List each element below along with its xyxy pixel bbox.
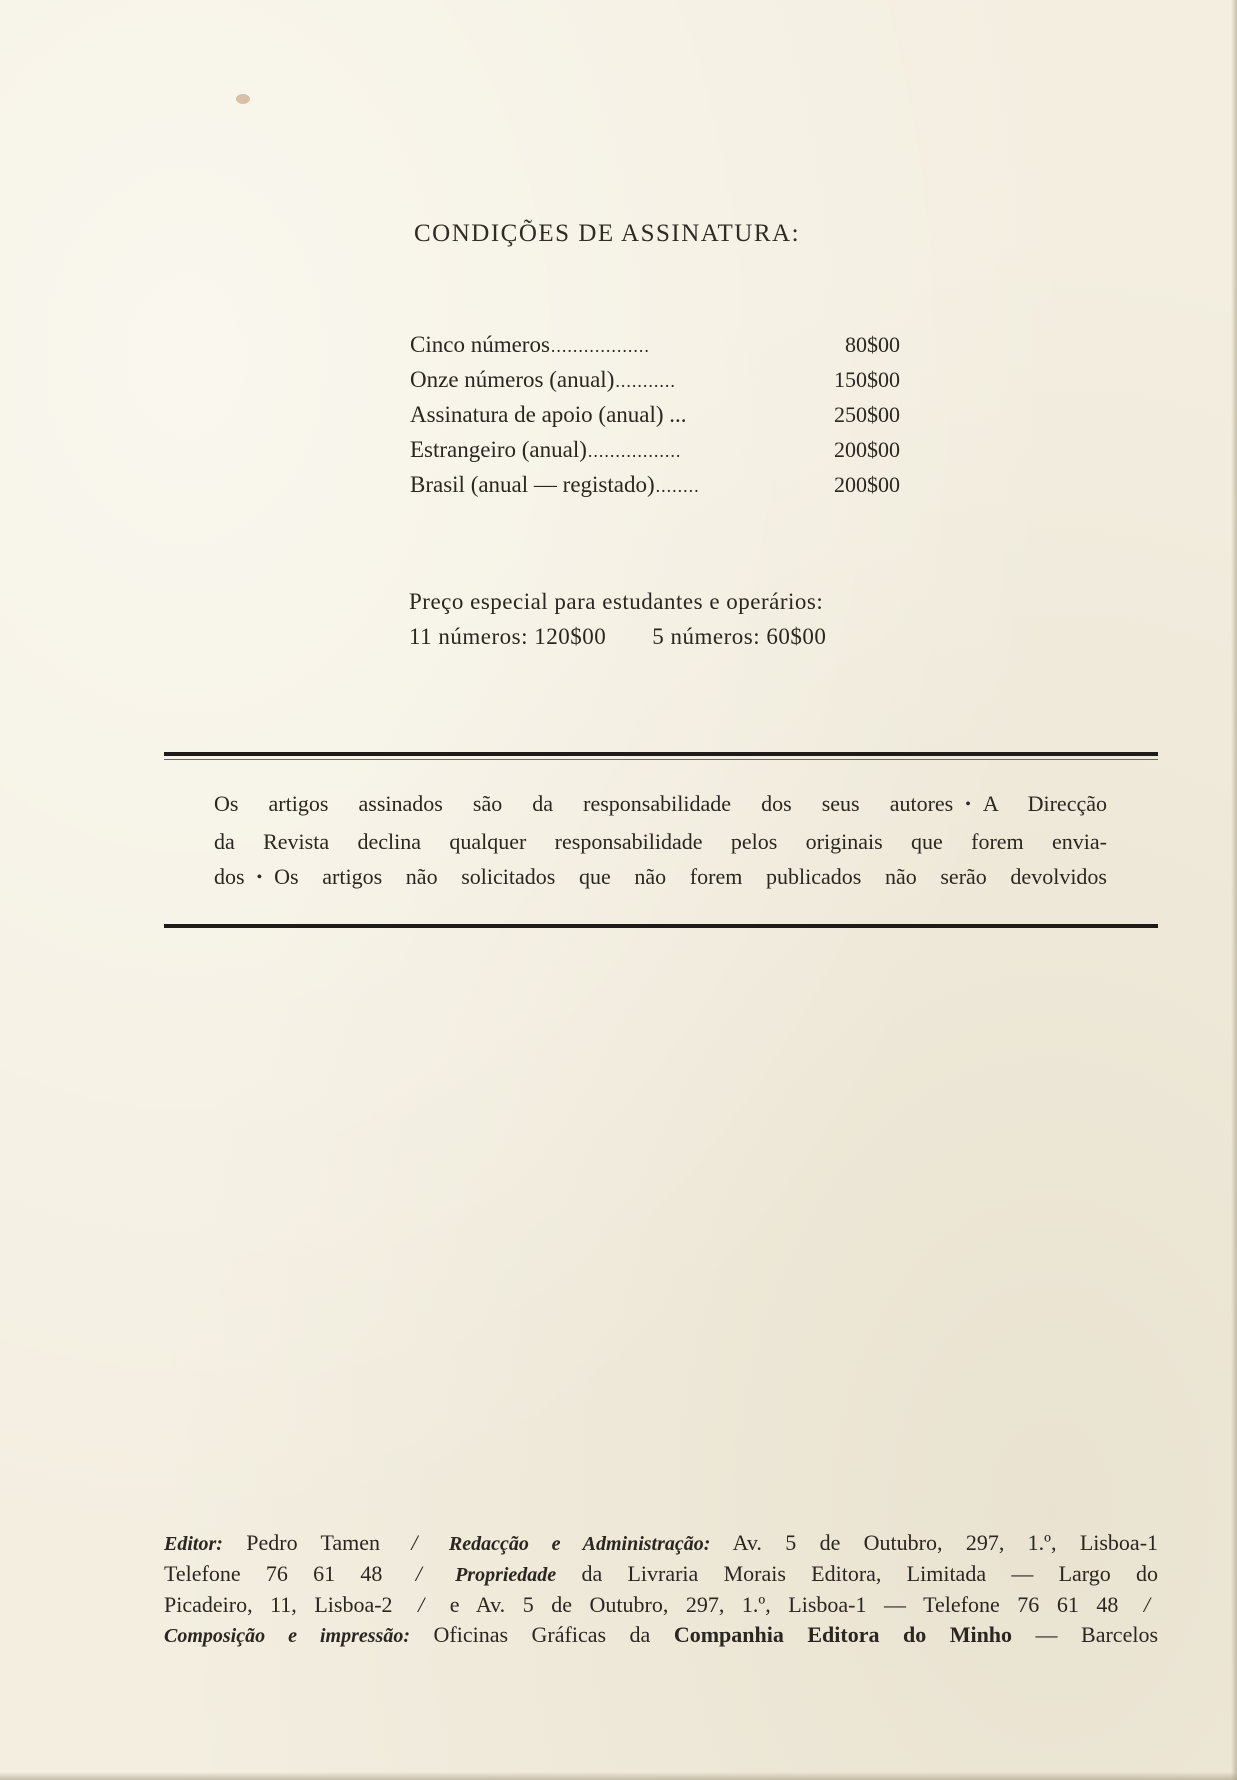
price-value: 250$00 [834,402,900,427]
address-2: Picadeiro, 11, Lisboa-2 [164,1592,393,1617]
bullet: • [965,796,971,813]
price-row [410,367,910,402]
top-rule [164,752,1158,756]
page-edge-shadow-bottom [0,1772,1237,1780]
editor-name: Pedro Tamen [246,1530,381,1555]
address-3: e Av. 5 de Outubro, 297, 1.º, Lisboa-1 — Telefone 76 61 48 [449,1592,1119,1617]
price-row [410,437,910,472]
responsibility-notice: Os artigos assinados são da responsabilidade dos seus autores • A Direcção da Revista declina qualquer responsabilidade pelos originais que forem envia- dos • Os artigos não solicitados que não forem publicados não serão devolvidos [214,786,1107,897]
special-price-five: 5 números: 60$00 [652,624,827,649]
price-row [410,332,910,367]
price-label: Onze números (anual) [410,367,615,392]
price-value: 80$00 [845,332,900,357]
colophon: Editor: Pedro Tamen / Redacção e Administração: Av. 5 de Outubro, 297, 1.º, Lisboa-1 Telefone 76 61 48 / Propriedade da Livraria Morais Editora, Limitada — Largo do Picadeiro, 11, Lisboa-2 / e Av. 5 de Outubro, 297, 1.º, Lisboa-1 — Telefone 76 61 48 / Composição e impressão: Oficinas Gráficas da Companhia Editora do Minho — Barcelos [164,1530,1159,1647]
price-row [410,472,910,507]
price-value: 200$00 [834,472,900,497]
price-label: Estrangeiro (anual) [410,437,587,462]
leader-dots: ........ [655,476,700,496]
page-edge-shadow [1231,0,1237,1780]
address-1: Av. 5 de Outubro, 297, 1.º, Lisboa-1 [732,1530,1159,1555]
editor-label: Editor: [164,1533,223,1555]
price-label: Assinatura de apoio (anual) ... [410,402,687,427]
redaccao-label: Redacção e Administração: [448,1533,711,1555]
special-price-title: Preço especial para estudantes e operários: [409,589,824,614]
printer-name: Companhia Editora do Minho [673,1622,1013,1647]
special-price-block [409,584,826,654]
leader-dots: .................. [550,336,650,356]
price-value: 200$00 [834,437,900,462]
subscription-heading: CONDIÇÕES DE ASSINATURA: [414,220,801,247]
propriedade-label: Propriedade [455,1564,557,1586]
special-price-eleven: 11 números: 120$00 [409,624,607,649]
price-label: Cinco números [410,332,550,357]
bottom-rule [164,924,1158,928]
composicao-label: Composição e impressão: [164,1625,410,1647]
price-row [410,402,910,437]
phone-1: Telefone 76 61 48 [164,1561,383,1586]
price-value: 150$00 [834,367,900,392]
leader-dots: ........... [615,371,676,391]
propriedade-text: da Livraria Morais Editora, Limitada — Largo do [581,1561,1159,1586]
leader-dots: ................. [587,441,682,461]
paper-stain [236,94,250,104]
bullet: • [256,869,263,886]
subscription-price-list [410,332,910,507]
top-rule-thin [164,759,1158,760]
price-label: Brasil (anual — registado) [410,472,655,497]
